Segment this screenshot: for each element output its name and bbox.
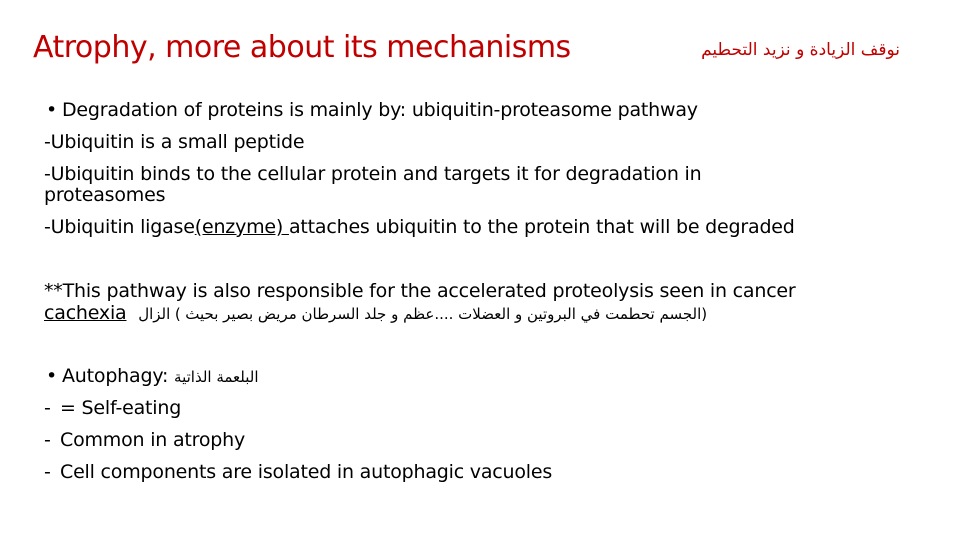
dash-common-atrophy xyxy=(44,430,245,451)
page-title: Atrophy, more about its mechanisms xyxy=(33,30,571,65)
cachexia-term: cachexia xyxy=(44,302,127,324)
dash-marker: - xyxy=(44,397,51,419)
ubiquitin-binds-line: -Ubiquitin binds to the cellular protein and targets it for degradation in xyxy=(44,163,702,185)
bullet-icon: • xyxy=(46,365,58,387)
enzyme-note: (enzyme) xyxy=(194,216,289,238)
cell-components-text: Cell components are isolated in autophagic vacuoles xyxy=(60,461,553,483)
dash-marker: - xyxy=(44,461,51,483)
dash-self-eating xyxy=(44,398,181,419)
cachexia-line xyxy=(44,303,707,325)
arabic-title: نوقف الزيادة و نزيد التحطيم xyxy=(701,40,900,60)
ligase-post: attaches ubiquitin to the protein that will be degraded xyxy=(288,216,795,238)
ligase-pre: -Ubiquitin ligase xyxy=(44,216,195,238)
pathway-cancer-line: **This pathway is also responsible for the accelerated proteolysis seen in cancer xyxy=(44,280,796,302)
ubiquitin-binds-line-cont: proteasomes xyxy=(44,184,166,206)
bullet-autophagy xyxy=(46,366,259,388)
autophagy-label: Autophagy: xyxy=(62,365,169,387)
cachexia-arabic-note: (الجسم تحطمت في البروتين و العضلات ....عظم و جلد السرطان مريض بصير بحيث ) الزال xyxy=(138,305,707,323)
ubiquitin-ligase-line xyxy=(44,217,795,238)
bullet-degradation-text: Degradation of proteins is mainly by: ubiquitin-proteasome pathway xyxy=(62,99,698,121)
ubiquitin-small-peptide: -Ubiquitin is a small peptide xyxy=(44,131,305,153)
bullet-icon: • xyxy=(46,99,58,121)
bullet-degradation xyxy=(46,100,698,121)
autophagy-arabic: البلعمة الذاتية xyxy=(174,368,259,386)
common-atrophy-text: Common in atrophy xyxy=(60,429,246,451)
self-eating-text: = Self-eating xyxy=(60,397,182,419)
dash-marker: - xyxy=(44,429,51,451)
dash-cell-components xyxy=(44,462,552,483)
